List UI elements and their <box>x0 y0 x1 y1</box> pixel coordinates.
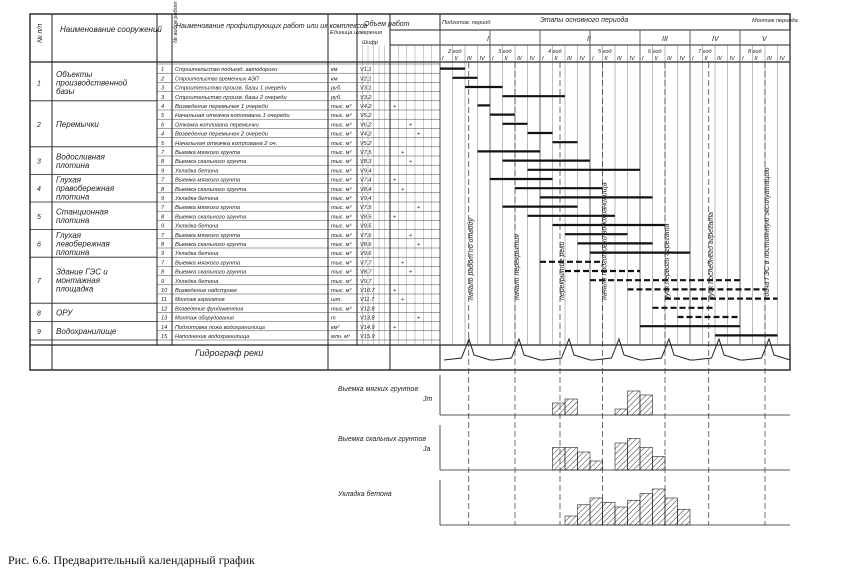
work-number: 1 <box>161 67 165 74</box>
work-code: V3.1 <box>360 85 372 92</box>
work-name: Выемка скального грунта <box>175 242 247 248</box>
header-works: Наименование профилирующих работ или их комплексов <box>176 23 368 30</box>
work-code: V9.5 <box>360 223 372 230</box>
histogram-bar <box>628 439 641 471</box>
histogram-bar <box>590 461 603 470</box>
stage-label: I <box>487 36 489 43</box>
quarter-label: IV <box>779 56 785 62</box>
stage-label: II <box>587 36 591 43</box>
work-number: 8 <box>161 214 165 221</box>
work-number: 9 <box>161 196 165 202</box>
object-number: 9 <box>37 328 41 336</box>
quarter-label: I <box>542 56 544 62</box>
sign-mark: + <box>409 232 413 239</box>
work-number: 2 <box>161 76 165 83</box>
milestone-note: пуск первого агрегата <box>664 223 671 300</box>
work-unit: тыс. м³ <box>331 306 352 313</box>
object-name: производственной <box>56 78 128 88</box>
sign-mark: + <box>401 260 405 267</box>
object-name: плотина <box>56 247 90 257</box>
sign-mark: + <box>417 242 421 248</box>
quarter-label: II <box>704 56 708 62</box>
work-code: V1.1 <box>360 67 372 74</box>
quarter-label: I <box>742 56 744 62</box>
work-number: 9 <box>161 168 165 175</box>
sign-mark: + <box>393 214 397 221</box>
quarter-label: III <box>667 56 672 62</box>
work-number: 13 <box>161 315 168 322</box>
work-number: 8 <box>161 159 165 166</box>
work-name: Выемка мягкого грунта <box>175 260 241 267</box>
work-code: V9.4 <box>360 196 372 202</box>
sign-mark: + <box>401 297 405 304</box>
object-number: 6 <box>37 241 41 249</box>
sign-mark: + <box>409 122 413 129</box>
histogram-label: Укладка бетона <box>338 491 392 498</box>
object-name: монтажная <box>56 276 100 286</box>
quarter-label: II <box>654 56 658 62</box>
work-number: 4 <box>161 104 165 110</box>
object-number: 2 <box>37 121 41 129</box>
stage-label: V <box>762 36 767 43</box>
work-number: 10 <box>161 288 168 294</box>
histogram-bar <box>615 443 628 470</box>
work-unit: тыс. м³ <box>331 260 352 267</box>
work-unit: тыс. м³ <box>331 205 352 212</box>
object-name: базы <box>56 86 75 96</box>
quarter-label: IV <box>479 56 485 62</box>
work-unit: тыс. м³ <box>331 104 352 110</box>
work-code: V8.7 <box>360 269 372 276</box>
work-number: 7 <box>161 205 165 212</box>
quarter-label: IV <box>629 56 635 62</box>
milestone-note: начало перекрытия <box>514 234 521 300</box>
table-frame <box>30 14 790 370</box>
work-unit: руб. <box>331 94 342 101</box>
table-header <box>37 1 798 46</box>
stage-label: III <box>662 36 668 43</box>
work-name: Строительство произв. базы 1 очереди <box>175 85 287 92</box>
work-unit: тыс. м³ <box>331 288 352 294</box>
quarter-label: III <box>567 56 572 62</box>
histogram-label: Выемка скальных грунтов <box>338 436 427 443</box>
work-name: Строительство подъезд. автодороги <box>175 67 278 74</box>
work-name: Выемка мягкого грунта <box>175 150 241 156</box>
header-no: № п/п <box>37 23 44 43</box>
work-code: V5.2 <box>360 113 372 120</box>
work-unit: тыс. м³ <box>331 177 352 184</box>
work-code: V8.6 <box>360 242 372 248</box>
object-name: Водосливная <box>56 152 105 162</box>
gantt-bars <box>440 69 778 336</box>
work-number: 5 <box>161 140 165 147</box>
work-unit: тыс. м³ <box>331 269 352 276</box>
work-code: V7.6 <box>360 232 372 239</box>
work-unit: млн. м³ <box>331 334 350 340</box>
year-label: 8 год <box>748 49 762 55</box>
quarter-label: I <box>492 56 494 62</box>
work-number: 15 <box>161 334 168 340</box>
objects-column <box>36 70 128 336</box>
header-objects: Наименование сооружений <box>60 25 162 34</box>
object-number: 8 <box>37 310 41 318</box>
year-label: 2 год <box>448 49 462 55</box>
work-unit: тыс. м³ <box>331 278 352 285</box>
histogram-bar <box>553 403 566 415</box>
hydrograph-label: Гидрограф реки <box>195 348 264 358</box>
work-number: 12 <box>161 306 168 313</box>
work-unit: тыс. м³ <box>331 159 352 166</box>
work-unit: тыс. м³ <box>331 140 352 147</box>
work-unit: тыс. м³ <box>331 186 352 193</box>
histogram-bar <box>640 494 653 526</box>
work-name: Возведение фундаментов <box>175 306 244 313</box>
work-unit: тыс. м³ <box>331 223 352 230</box>
histogram-bar <box>590 498 603 525</box>
work-name: Возведение перемычек 2 очереди <box>175 131 268 138</box>
quarter-label: II <box>604 56 608 62</box>
quarter-label: IV <box>529 56 535 62</box>
work-code: V9.6 <box>360 251 372 258</box>
work-unit: т <box>331 315 336 322</box>
object-number: 4 <box>37 186 41 194</box>
work-name: Выемка скального грунта <box>175 159 247 166</box>
work-name: Укладка бетона <box>173 168 219 175</box>
histogram-bar <box>565 448 578 471</box>
histogram-bar <box>615 507 628 525</box>
hydrograph-curve <box>444 339 790 360</box>
quarter-label: I <box>692 56 694 62</box>
work-code: V10.7 <box>360 288 375 294</box>
work-number: 5 <box>161 113 165 120</box>
object-name: Перемычки <box>56 119 99 129</box>
work-code: V5.2 <box>360 140 372 147</box>
object-name: ОРУ <box>56 308 73 318</box>
work-name: Укладка бетона <box>173 278 219 285</box>
work-unit: км² <box>331 324 340 331</box>
work-code: V2.1 <box>360 76 372 83</box>
year-label: 5 год <box>598 49 612 55</box>
work-code: V14.9 <box>360 324 375 331</box>
year-label: 4 год <box>548 49 562 55</box>
work-name: Наполнение водохранилища <box>175 334 250 340</box>
quarter-labels <box>442 56 786 62</box>
work-name: Строительство временных АЭП <box>175 76 260 83</box>
work-unit: тыс. м³ <box>331 232 352 239</box>
work-name: Возведение перемычек 1 очереди <box>175 104 268 110</box>
work-unit: тыс. м³ <box>331 113 352 120</box>
work-number: 4 <box>161 131 165 138</box>
histogram-bar <box>578 505 591 525</box>
year-labels <box>447 49 762 55</box>
object-name: Станционная <box>56 207 109 217</box>
histogram-bar <box>678 509 691 525</box>
year-label: 6 год <box>648 49 662 55</box>
quarter-label: I <box>592 56 594 62</box>
histogram-bar <box>653 489 666 525</box>
object-name: левобережная <box>56 239 110 249</box>
quarter-label: I <box>442 56 444 62</box>
year-label: 3 год <box>498 49 512 55</box>
quarter-label: IV <box>579 56 585 62</box>
quarter-label: IV <box>679 56 685 62</box>
work-unit: тыс. м³ <box>331 196 352 202</box>
work-number: 11 <box>161 297 167 304</box>
stage-label: IV <box>712 36 719 43</box>
work-name: Выемка мягкого грунта <box>175 232 241 239</box>
histogram-bar <box>578 452 591 470</box>
quarter-label: II <box>454 56 458 62</box>
work-name: Выемка скального грунта <box>175 214 247 221</box>
work-unit: тыс. м³ <box>331 242 352 248</box>
header-unit: Единица измерения <box>330 30 383 36</box>
quarter-label: II <box>504 56 508 62</box>
quarter-label: II <box>554 56 558 62</box>
work-code: V4.2 <box>360 131 372 138</box>
sign-mark: + <box>393 104 397 110</box>
work-name: Выемка мягкого грунта <box>175 205 241 212</box>
stage-labels <box>487 36 768 43</box>
work-code: V7.5 <box>360 150 372 156</box>
header-construction-period: Этапы основного периода <box>540 17 629 24</box>
work-unit: руб. <box>331 85 342 92</box>
work-code: V6.2 <box>360 122 372 129</box>
work-number: 7 <box>161 177 165 184</box>
work-number: 9 <box>161 251 165 258</box>
object-name: Здание ГЭС и <box>56 267 108 277</box>
sign-mark: + <box>401 150 405 156</box>
histogram-axis-label: Jа <box>423 446 431 453</box>
histogram-bar <box>640 395 653 415</box>
work-name: Монтаж оборудования <box>175 315 234 322</box>
work-name: Укладка бетона <box>173 251 219 258</box>
work-code: V11.7 <box>360 297 375 304</box>
histogram-bar <box>615 409 628 415</box>
quarter-label: I <box>642 56 644 62</box>
header-volume: Объем работ <box>364 21 410 28</box>
work-name: Подготовка ложа водохранилища <box>175 324 265 331</box>
work-code: V9.4 <box>360 168 372 175</box>
work-name: Начальная откачка котлована 2 оч. <box>175 140 278 147</box>
work-name: Укладка бетона <box>173 196 219 202</box>
sign-mark: + <box>401 186 405 193</box>
work-name: Выемка скального грунта <box>175 269 247 276</box>
sign-mark: + <box>417 315 421 322</box>
histogram-bar <box>628 391 641 415</box>
sign-mark: + <box>409 269 413 276</box>
work-number: 3 <box>161 85 165 92</box>
object-number: 1 <box>37 80 41 88</box>
work-code: V7.5 <box>360 205 372 212</box>
quarter-label: IV <box>729 56 735 62</box>
sign-mark: + <box>393 288 397 294</box>
work-code: V8.4 <box>360 186 372 193</box>
work-name: Монтаж агрегатов <box>175 297 225 304</box>
work-number: 7 <box>161 150 165 156</box>
work-number: 7 <box>161 232 165 239</box>
work-number: 7 <box>161 260 165 267</box>
work-code: V4.2 <box>360 104 372 110</box>
quarter-label: III <box>767 56 772 62</box>
work-number: 3 <box>161 94 165 101</box>
milestone-note: начало подготовки водохранилища <box>601 182 609 300</box>
milestone-note: перекрытие реки <box>559 241 566 300</box>
work-name: Возведение надстроек <box>175 288 238 294</box>
work-code: V13.8 <box>360 315 375 322</box>
sign-mark: + <box>417 131 421 138</box>
histogram-bar <box>553 448 566 471</box>
object-name: Глухая <box>56 230 82 240</box>
quarter-label: III <box>517 56 522 62</box>
work-code: V12.8 <box>360 306 375 313</box>
header-prep-period: Подготов. период <box>442 20 491 26</box>
work-name: Строительство произв. базы 2 очереди <box>175 94 287 101</box>
work-name: Начальная откачка котлована 1 очереди <box>175 113 290 120</box>
work-number: 6 <box>161 122 165 129</box>
histogram-bar <box>565 516 578 525</box>
work-name: Укладка бетона <box>173 223 219 230</box>
milestone-note: пуск последнего агрегата <box>707 212 715 300</box>
work-name: Выемка скального грунта <box>175 186 247 193</box>
object-name: плотина <box>56 192 90 202</box>
work-name: Откачка котлована перемычки <box>175 122 259 129</box>
work-unit: тыс. м³ <box>331 150 352 156</box>
histogram-label: Выемка мягких грунтов <box>338 386 418 393</box>
quarter-label: III <box>717 56 722 62</box>
work-number: 14 <box>161 324 168 331</box>
work-number: 8 <box>161 186 165 193</box>
object-name: плотина <box>56 216 90 226</box>
work-unit: тыс. м³ <box>331 251 352 258</box>
work-unit: тыс. м³ <box>331 122 352 129</box>
milestone-note: начало работ по отводу <box>467 218 475 300</box>
histogram-bar <box>603 503 616 526</box>
work-code: V15.9 <box>360 334 375 340</box>
work-number: 8 <box>161 242 165 248</box>
work-code: V3.2 <box>360 94 372 101</box>
sign-mark: + <box>393 324 397 331</box>
object-number: 5 <box>37 213 41 221</box>
work-code: V8.3 <box>360 159 372 166</box>
histogram-axis-label: Jт <box>423 396 433 403</box>
work-code: V9.7 <box>360 278 372 285</box>
work-name: Выемка мягкого грунта <box>175 177 241 184</box>
work-unit: тыс. м³ <box>331 214 352 221</box>
histogram-bar <box>628 500 641 525</box>
histogram-bar <box>640 448 653 471</box>
work-unit: км <box>331 67 338 74</box>
work-unit: шт. <box>331 297 342 304</box>
work-code: V7.4 <box>360 177 372 184</box>
object-name: Водохранилище <box>56 326 117 336</box>
header-after-period: Монтаж периода <box>752 18 798 24</box>
histogram-bar <box>565 399 578 415</box>
resource-histograms <box>337 375 790 525</box>
histogram-bar <box>665 498 678 525</box>
object-name: правобережная <box>56 184 115 194</box>
milestone-note: сдача ГЭС в постоянную эксплуатацию <box>764 167 771 300</box>
sign-mark: + <box>409 159 413 166</box>
object-number: 3 <box>37 158 41 166</box>
work-unit: тыс. м³ <box>331 131 352 138</box>
work-unit: км <box>331 76 338 83</box>
work-number: 9 <box>161 278 165 285</box>
figure-caption: Рис. 6.6. Предварительный календарный график <box>8 553 255 567</box>
header-work-no: № видов работ <box>173 1 179 43</box>
work-unit: тыс. м³ <box>331 168 352 175</box>
quarter-label: III <box>617 56 622 62</box>
work-code: V8.5 <box>360 214 372 221</box>
object-name: Глухая <box>56 175 82 185</box>
work-number: 8 <box>161 269 165 276</box>
quarter-label: III <box>467 56 472 62</box>
sign-mark: + <box>417 205 421 212</box>
object-name: плотина <box>56 160 90 170</box>
header-volume-sub: Шифр <box>362 40 379 46</box>
sign-mark: + <box>393 177 397 184</box>
work-code: V7.7 <box>360 260 372 267</box>
object-name: площадка <box>56 284 94 294</box>
works-column <box>160 67 421 340</box>
quarter-label: II <box>754 56 758 62</box>
year-label: 7 год <box>698 49 712 55</box>
work-number: 9 <box>161 223 165 230</box>
object-number: 7 <box>37 278 41 286</box>
histogram-bar <box>653 457 666 471</box>
object-name: Объекты <box>56 69 93 79</box>
